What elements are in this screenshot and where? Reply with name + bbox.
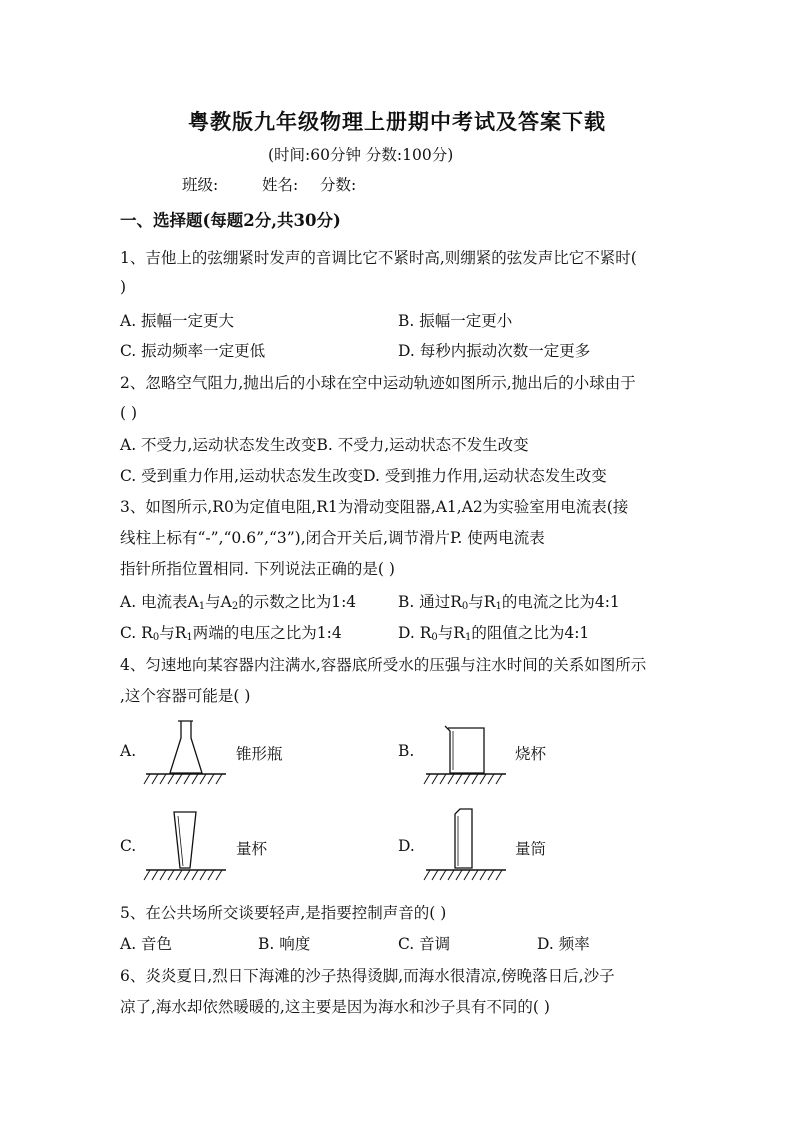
q3-stem-line3: 指针所指位置相同. 下列说法正确的是( ) [120,560,395,578]
q4-option-d-name: 量筒 [515,840,547,858]
q4-stem-line1: 4、匀速地向某容器内注满水,容器底所受水的压强与注水时间的关系如图所示 [120,656,647,674]
erlenmeyer-flask-figure [140,716,232,788]
page-title: 粤教版九年级物理上册期中考试及答案下载 [188,109,606,134]
q3-option-b: B. 通过$R_0$与$R_1$的电流之比为4:1 [398,593,620,612]
q5-stem: 5、在公共场所交谈要轻声,是指要控制声音的( ) [120,904,447,922]
q2-options-cd: C. 受到重力作用,运动状态发生改变D. 受到推力作用,运动状态发生改变 [120,467,607,485]
q1-option-a: A. 振幅一定更大 [120,312,235,330]
q3-option-d: D. $R_0$与$R_1$的阻值之比为4:1 [398,624,590,643]
q3-stem-line2: 线柱上标有“-”,“0.6”,“3”),闭合开关后,调节滑片P. 使两电流表 [120,529,545,547]
q5-option-a: A. 音色 [120,935,173,953]
q1-stem-line1: 1、吉他上的弦绷紧时发声的音调比它不紧时高,则绷紧的弦发声比它不紧时( [120,249,637,267]
measuring-cup-figure [140,806,232,884]
q4-option-a-name: 锥形瓶 [236,745,283,763]
name-label: 姓名: [262,176,299,194]
q4-option-b-name: 烧杯 [515,745,547,763]
q1-stem-line2: ) [120,278,127,296]
q3-option-a: A. 电流表$A_1$与$A_2$的示数之比为1:4 [120,593,357,612]
q5-option-b: B. 响度 [258,935,311,953]
q2-stem-line2: ( ) [120,404,138,422]
class-label: 班级: [182,176,219,194]
q2-options-ab: A. 不受力,运动状态发生改变B. 不受力,运动状态不发生改变 [120,436,529,454]
q5-option-c: C. 音调 [398,935,451,953]
q3-option-c: C. $R_0$与$R_1$两端的电压之比为1:4 [120,624,342,643]
q1-option-d: D. 每秒内振动次数一定更多 [398,342,591,360]
q3-stem-line1: 3、如图所示,R0为定值电阻,R1为滑动变阻器,A1,A2为实验室用电流表(接 [120,498,629,516]
q4-option-d-letter: D. [398,837,415,855]
q4-option-b-letter: B. [398,742,415,760]
q6-stem-line2: 凉了,海水却依然暖暖的,这主要是因为海水和沙子具有不同的( ) [120,998,550,1016]
q5-option-d: D. 频率 [537,935,590,953]
section-heading: 一、选择题(每题2分,共30分) [120,211,341,230]
beaker-figure [420,716,512,788]
q1-option-b: B. 振幅一定更小 [398,312,513,330]
q2-stem-line1: 2、忽略空气阻力,抛出后的小球在空中运动轨迹如图所示,抛出后的小球由于 [120,374,636,392]
q4-option-c-letter: C. [120,837,137,855]
score-label: 分数: [320,176,357,194]
q4-option-c-name: 量杯 [236,840,268,858]
q4-option-a-letter: A. [120,742,137,760]
q6-stem-line1: 6、炎炎夏日,烈日下海滩的沙子热得烫脚,而海水很清凉,傍晚落日后,沙子 [120,967,615,985]
exam-info: (时间:60分钟 分数:100分) [268,146,454,164]
q4-stem-line2: ,这个容器可能是( ) [120,687,251,705]
graduated-cylinder-figure [420,806,512,884]
q1-option-c: C. 振动频率一定更低 [120,342,266,360]
